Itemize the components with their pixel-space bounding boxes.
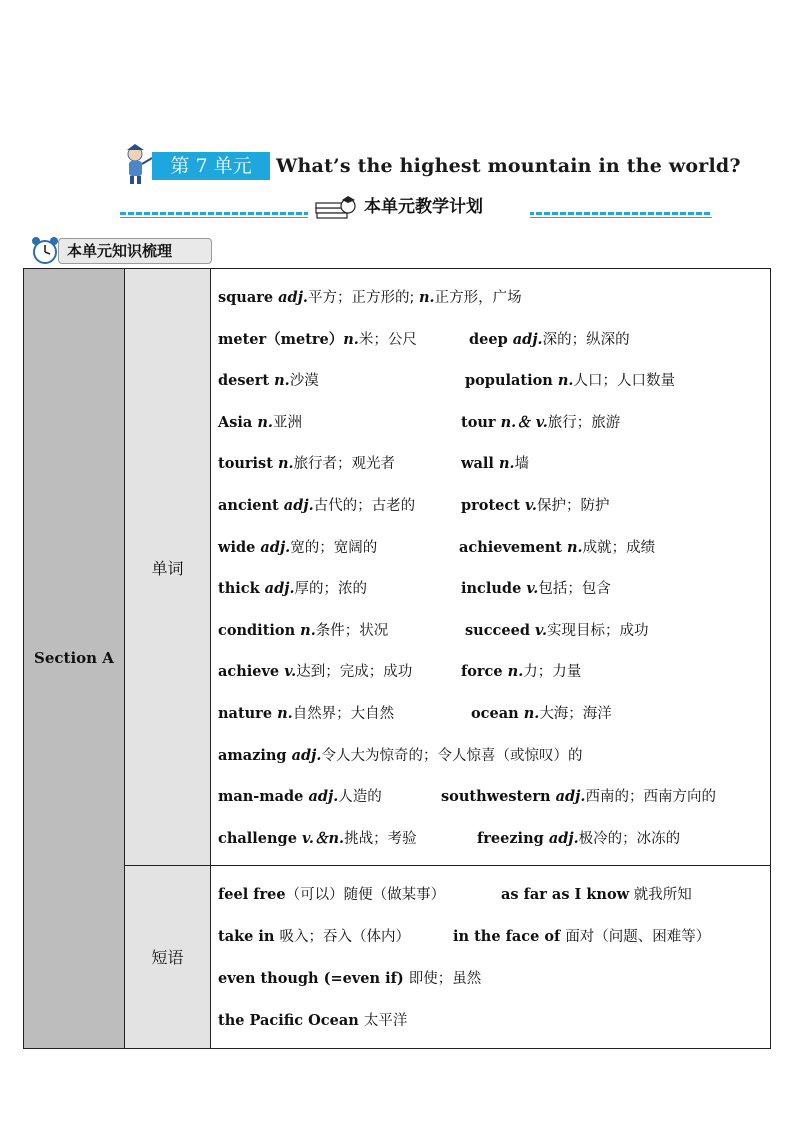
word-entry [218,735,582,778]
part-of-speech: n. [557,372,574,390]
teaching-plan-bar [120,190,712,226]
word-term: thick [218,580,265,598]
chinese-meaning: 太平洋 [363,1012,408,1029]
word-term: desert [218,372,275,390]
part-of-speech: n. [498,455,515,473]
word-row [211,360,770,402]
part-of-speech: adj. [291,746,322,764]
chinese-meaning: 实现目标；成功 [547,622,649,639]
part-of-speech: n. [523,704,540,722]
word-entry [461,402,620,445]
chinese-meaning: 厚的；浓的 [294,581,368,598]
chinese-meaning: 人口；人口数量 [573,373,675,390]
word-entry [218,527,377,570]
chinese-meaning: 人造的 [338,789,382,806]
mascot-icon [120,142,156,186]
word-entry [469,319,630,362]
word-term: square [218,289,279,306]
chinese-meaning: 墙 [514,456,530,473]
part-of-speech: n.＆ v. [500,413,548,431]
unit-title: What’s the highest mountain in the world? [276,155,741,177]
part-of-speech: v. [535,621,548,639]
word-entry [218,277,522,320]
chinese-meaning: 包括；包含 [538,581,611,598]
word-entry [461,443,529,486]
word-term: condition [218,621,301,639]
part-of-speech: n. [277,455,294,473]
word-term: achievement [459,538,568,556]
phrase-term: even though (=even if) [218,969,409,987]
phrase-entry [218,958,481,1001]
phrase-entry [501,874,692,917]
word-row [211,651,770,693]
word-entry [218,818,417,861]
word-entry [218,402,302,445]
word-row [211,277,770,319]
word-row [211,693,770,735]
phrase-term: the Pacific Ocean [218,1011,364,1029]
word-term: wide [218,538,261,556]
chinese-meaning: 即使；虽然 [408,970,482,987]
part-of-speech: n. [257,413,273,431]
chinese-meaning: 西南的；西南方向的 [585,789,716,806]
phrase-entry [218,916,410,959]
part-of-speech: adj. [512,330,543,348]
part-of-speech: n. [277,704,293,722]
part-of-speech: n. [300,621,316,639]
unit-header [120,142,741,186]
word-term: meter（metre） [218,330,344,348]
word-row [211,443,770,485]
word-row [211,319,770,361]
part-of-speech: n. [507,663,524,681]
word-entry [477,818,680,861]
type-label-words: 单词 [125,269,211,866]
word-term: tour [461,413,501,431]
chinese-meaning: 挑战；考验 [344,830,417,847]
chinese-meaning: 极冷的；冰冻的 [578,830,681,847]
phrase-term: as far as I know [501,886,630,904]
section-label: Section A [24,269,125,1049]
phrase-entry [453,916,710,959]
word-row [211,610,770,652]
word-entry [461,485,609,528]
word-list [211,277,770,859]
word-term: man-made [218,788,309,806]
chinese-meaning: 米；公尺 [358,331,417,348]
word-row [211,485,770,527]
section-tag-label: 本单元知识梳理 [67,242,173,260]
phrase-row [211,958,770,1000]
word-term: force [461,663,508,681]
word-term: amazing [218,746,292,764]
part-of-speech: adj. [278,289,308,306]
word-term: include [461,580,527,598]
word-term: succeed [465,621,536,639]
word-term: Asia [218,413,258,431]
word-term: freezing [477,829,549,847]
chinese-meaning: 古代的；古老的 [313,497,416,514]
chinese-meaning: 令人大为惊奇的；令人惊喜（或惊叹）的 [321,747,583,764]
word-entry [441,776,716,819]
chinese-meaning: 沙漠 [289,373,319,390]
word-term: wall [461,455,499,473]
chinese-meaning: 大海；海洋 [539,705,612,722]
word-entry [218,610,388,653]
section-tag [28,234,214,266]
phrase-term: take in [218,928,280,946]
word-term: ancient [218,496,284,514]
word-row [211,402,770,444]
part-of-speech: n. [567,538,583,556]
word-entry [218,319,417,362]
teaching-plan-title: 本单元教学计划 [364,197,483,217]
part-of-speech: adj. [264,580,295,598]
words-cell [211,269,771,866]
chinese-meaning: 条件；状况 [315,622,389,639]
word-term: tourist [218,455,278,473]
word-term: nature [218,704,278,722]
word-entry [465,610,649,653]
part-of-speech: adj. [555,788,586,806]
books-icon [314,194,358,222]
part-of-speech: v.＆n. [301,829,345,847]
chinese-meaning: 旅行；旅游 [547,414,621,431]
chinese-meaning: 宽的；宽阔的 [290,539,378,556]
phrase-entry [218,874,445,917]
phrase-entry [218,1000,407,1043]
word-term: southwestern [441,788,556,806]
type-label-phrases: 短语 [125,866,211,1048]
word-entry [218,693,394,736]
word-term: challenge [218,829,302,847]
word-entry [461,651,581,694]
word-entry [218,568,367,611]
word-row [211,818,770,860]
part-of-speech: n. [419,289,435,306]
chinese-meaning: 平方；正方形的; [308,290,419,306]
part-of-speech: n. [343,330,359,348]
chinese-meaning: 亚洲 [272,414,302,431]
word-entry [218,651,412,694]
phrase-row [211,874,770,916]
word-row [211,735,770,777]
part-of-speech: n. [274,372,290,390]
word-entry [459,527,655,570]
alarm-clock-icon [28,234,62,266]
word-entry [218,485,415,528]
word-row [211,568,770,610]
word-term: achieve [218,663,285,681]
word-entry [471,693,612,736]
chinese-meaning: 保护；防护 [536,497,610,514]
unit-badge: 第 7 单元 [152,152,270,180]
chinese-meaning: 面对（问题、困难等） [565,929,711,946]
word-term: ocean [471,704,524,722]
phrase-term: feel free [218,886,286,904]
chinese-meaning: 达到；完成；成功 [296,664,413,681]
word-term: protect [461,496,525,514]
phrases-cell [211,866,771,1048]
chinese-meaning: 正方形，广场 [434,290,522,306]
chinese-meaning: 深的；纵深的 [542,331,630,348]
chinese-meaning: 成就；成绩 [582,539,656,556]
word-entry [218,776,382,819]
word-entry [465,360,675,403]
phrase-term: in the face of [453,928,566,946]
chinese-meaning: 自然界；大自然 [292,705,395,722]
word-entry [218,443,395,486]
part-of-speech: adj. [260,538,291,556]
part-of-speech: adj. [548,829,579,847]
part-of-speech: adj. [283,496,314,514]
chinese-meaning: 就我所知 [629,887,692,904]
word-entry [461,568,611,611]
word-term: population [465,372,558,390]
part-of-speech: v. [524,496,537,514]
word-entry [218,360,319,403]
part-of-speech: v. [284,663,297,681]
chinese-meaning: 力；力量 [523,664,582,681]
chinese-meaning: 旅行者；观光者 [293,456,396,473]
part-of-speech: v. [526,580,539,598]
word-row [211,776,770,818]
phrase-row [211,1000,770,1042]
phrase-row [211,916,770,958]
vocabulary-table [23,268,771,1049]
chinese-meaning: （可以）随便（做某事） [285,887,446,904]
chinese-meaning: 吸入；吞入（体内） [279,929,411,946]
word-row [211,527,770,569]
part-of-speech: adj. [308,788,339,806]
phrase-list [211,874,770,1041]
word-term: deep [469,330,513,348]
